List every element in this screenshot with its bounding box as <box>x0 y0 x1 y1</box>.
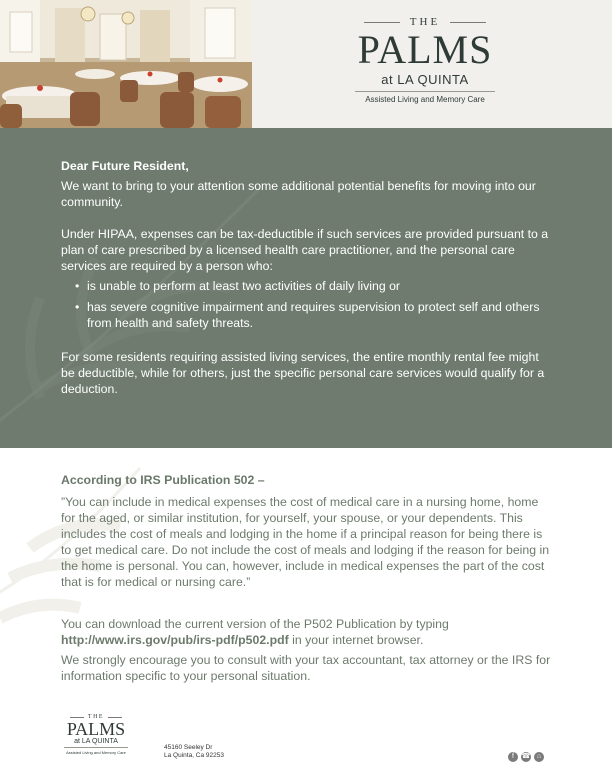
irs-heading: According to IRS Publication 502 – <box>61 473 265 487</box>
download-paragraph <box>61 616 551 648</box>
logo-the-text: THE <box>409 16 441 28</box>
footer-the-text: THE <box>87 714 105 720</box>
logo-divider <box>355 91 495 92</box>
equal-housing-icon: ⌂ <box>534 752 544 762</box>
footer-logo <box>60 714 132 755</box>
letter-greeting: Dear Future Resident, <box>61 159 189 173</box>
letter-band <box>0 128 612 448</box>
download-text: You can download the current version of the P502 Publication by typing <box>61 617 449 631</box>
logo-rule-right <box>450 22 486 23</box>
address <box>164 744 224 760</box>
address-line-1: 45160 Seeley Dr <box>164 744 213 751</box>
irs-section <box>61 472 551 684</box>
footer-logo-location: at LA QUINTA <box>74 738 118 745</box>
footer-logo-palms: PALMS <box>66 719 126 739</box>
address-line-2: La Quinta, Ca 92253 <box>164 752 224 759</box>
irs-publication-link[interactable]: http://www.irs.gov/pub/irs-pdf/p502.pdf <box>61 633 289 647</box>
criteria-item: is unable to perform at least two activities of daily living or <box>87 279 401 293</box>
criteria-item: has severe cognitive impairment and requires supervision to protect self and others from health and safety threats. <box>87 300 540 330</box>
footer-rule-right <box>108 717 122 718</box>
list-item: • is unable to perform at least two activities of daily living or <box>75 279 401 293</box>
criteria-list <box>61 278 551 331</box>
download-text-end: in your internet browser. <box>288 633 424 647</box>
header <box>0 0 612 128</box>
footer-logo-tagline: Assisted Living and Memory Care <box>66 750 126 755</box>
logo-rule-left <box>364 22 400 23</box>
footer-logo-divider <box>64 747 128 748</box>
logo-tagline: Assisted Living and Memory Care <box>365 95 485 104</box>
logo-location: at LA QUINTA <box>381 72 469 87</box>
letter-intro: We want to bring to your attention some additional potential benefits for moving into our community. <box>61 179 536 209</box>
footer-icons <box>508 752 544 762</box>
facebook-icon[interactable]: f <box>508 752 518 762</box>
list-item: • has severe cognitive impairment and requires supervision to protect self and others from health and safety threats. <box>75 300 540 330</box>
dining-room-photo <box>0 0 252 128</box>
brand-logo <box>340 16 510 104</box>
logo-palms: PALMS <box>357 27 493 72</box>
phone-icon[interactable]: ☎ <box>521 753 531 760</box>
letter-body <box>61 158 551 397</box>
hipaa-paragraph: Under HIPAA, expenses can be tax-deductible if such services are provided pursuant to a plan of care prescribed by a licensed health care practitioner, and the personal care services are required by a person who: <box>61 227 549 273</box>
footer-rule-left <box>70 717 84 718</box>
consult-paragraph: We strongly encourage you to consult with your tax accountant, tax attorney or the IRS for information specific to your personal situation. <box>61 653 551 683</box>
irs-quote: ”You can include in medical expenses the cost of medical care in a nursing home, home for the aged, or similar institution, for yourself, your spouse, or your dependents. This includes the cost of meals and lodging in the home if a principal reason for being there is to get medical care. Do not include the cost of meals and lodging if the reason for being in the home is personal. You can, however, include in medical expenses the part of the cost that is for medical or nursing care.” <box>61 495 550 589</box>
rental-paragraph: For some residents requiring assisted living services, the entire monthly rental fee might be deductible, while for others, just the specific personal care services would qualify for a deduction. <box>61 350 545 396</box>
